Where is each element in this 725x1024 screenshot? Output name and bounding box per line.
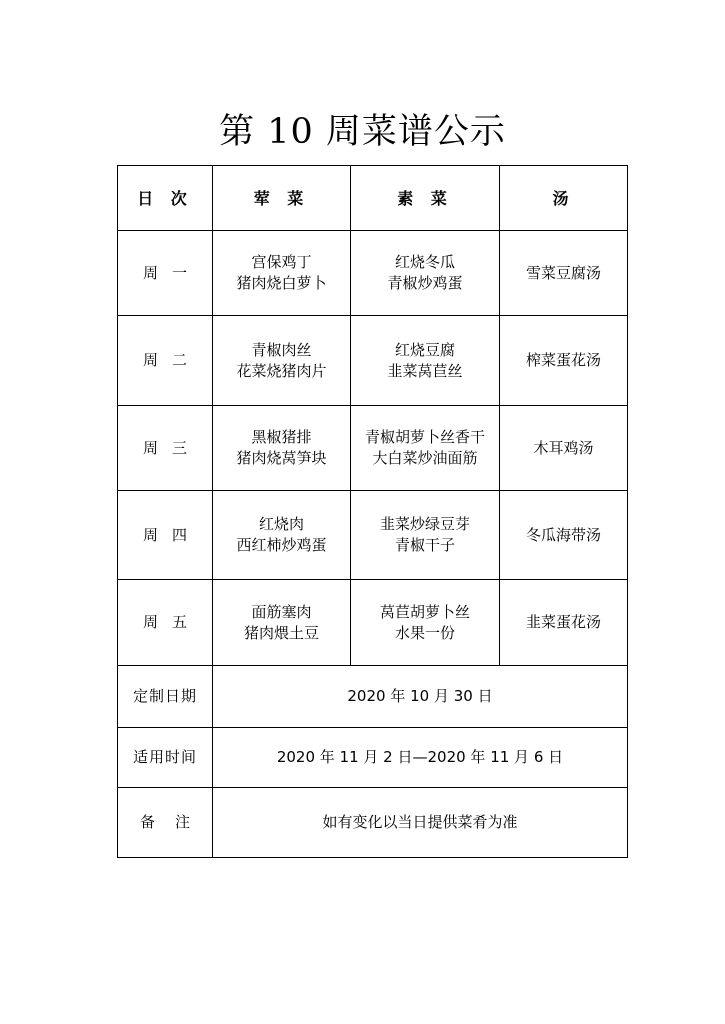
dish-name: 莴苣胡萝卜丝 bbox=[379, 602, 470, 621]
dish-name: 青椒胡萝卜丝香干 bbox=[364, 428, 485, 446]
dish-name: 宫保鸡丁 bbox=[251, 253, 312, 271]
valid-period-row bbox=[118, 728, 628, 788]
dish-name: 红烧肉 bbox=[258, 515, 304, 533]
dish-name: 猪肉烧莴笋块 bbox=[236, 449, 327, 467]
meat-cell bbox=[213, 406, 351, 491]
day-cell: 周五 bbox=[118, 580, 213, 666]
dish-name: 韭菜炒绿豆芽 bbox=[379, 515, 470, 533]
valid-period-label: 适用时间 bbox=[118, 728, 213, 788]
dish-name: 红烧冬瓜 bbox=[394, 253, 455, 271]
dish-name: 猪肉烧白萝卜 bbox=[236, 274, 327, 292]
veg-cell bbox=[351, 580, 500, 666]
dish-name: 水果一份 bbox=[394, 623, 455, 642]
dish-name: 花菜烧猪肉片 bbox=[236, 361, 327, 380]
veg-cell bbox=[351, 406, 500, 491]
meat-cell bbox=[213, 580, 351, 666]
made-date-row bbox=[118, 666, 628, 728]
veg-cell bbox=[351, 491, 500, 580]
dish-name: 青椒炒鸡蛋 bbox=[387, 274, 463, 292]
note-row bbox=[118, 788, 628, 858]
dish-name: 面筋塞肉 bbox=[251, 602, 312, 621]
header-meat: 荤 菜 bbox=[213, 166, 351, 231]
dish-name: 青椒肉丝 bbox=[251, 340, 312, 359]
dish-name: 红烧豆腐 bbox=[394, 340, 455, 359]
day-cell: 周三 bbox=[118, 406, 213, 491]
header-day: 日 次 bbox=[118, 166, 213, 231]
header-soup: 汤 bbox=[500, 166, 628, 231]
soup-cell: 榨菜蛋花汤 bbox=[500, 316, 628, 406]
soup-cell: 冬瓜海带汤 bbox=[500, 491, 628, 580]
note-label: 备注 bbox=[118, 788, 213, 858]
soup-cell: 雪菜豆腐汤 bbox=[500, 231, 628, 316]
table-row bbox=[118, 316, 628, 406]
header-veg: 素 菜 bbox=[351, 166, 500, 231]
header-row bbox=[118, 166, 628, 231]
made-date-label: 定制日期 bbox=[118, 666, 213, 728]
day-cell: 周四 bbox=[118, 491, 213, 580]
table-row bbox=[118, 580, 628, 666]
meat-cell bbox=[213, 491, 351, 580]
day-cell: 周二 bbox=[118, 316, 213, 406]
note-value: 如有变化以当日提供菜肴为准 bbox=[213, 788, 628, 858]
table-row bbox=[118, 231, 628, 316]
dish-name: 黑椒猪排 bbox=[251, 428, 312, 446]
day-cell: 周一 bbox=[118, 231, 213, 316]
page-title: 第 10 周菜谱公示 bbox=[219, 112, 506, 152]
dish-name: 猪肉煨土豆 bbox=[243, 623, 319, 642]
soup-cell: 木耳鸡汤 bbox=[500, 406, 628, 491]
dish-name: 韭菜莴苣丝 bbox=[387, 361, 463, 380]
dish-name: 西红柿炒鸡蛋 bbox=[236, 536, 327, 554]
veg-cell bbox=[351, 231, 500, 316]
dish-name: 青椒干子 bbox=[394, 536, 455, 554]
meat-cell bbox=[213, 316, 351, 406]
made-date-value: 2020 年 10 月 30 日 bbox=[213, 666, 628, 728]
table-row bbox=[118, 491, 628, 580]
soup-cell: 韭菜蛋花汤 bbox=[500, 580, 628, 666]
dish-name: 大白菜炒油面筋 bbox=[372, 449, 478, 467]
menu-table bbox=[117, 165, 628, 858]
veg-cell bbox=[351, 316, 500, 406]
meat-cell bbox=[213, 231, 351, 316]
valid-period-value: 2020 年 11 月 2 日—2020 年 11 月 6 日 bbox=[213, 728, 628, 788]
table-row bbox=[118, 406, 628, 491]
